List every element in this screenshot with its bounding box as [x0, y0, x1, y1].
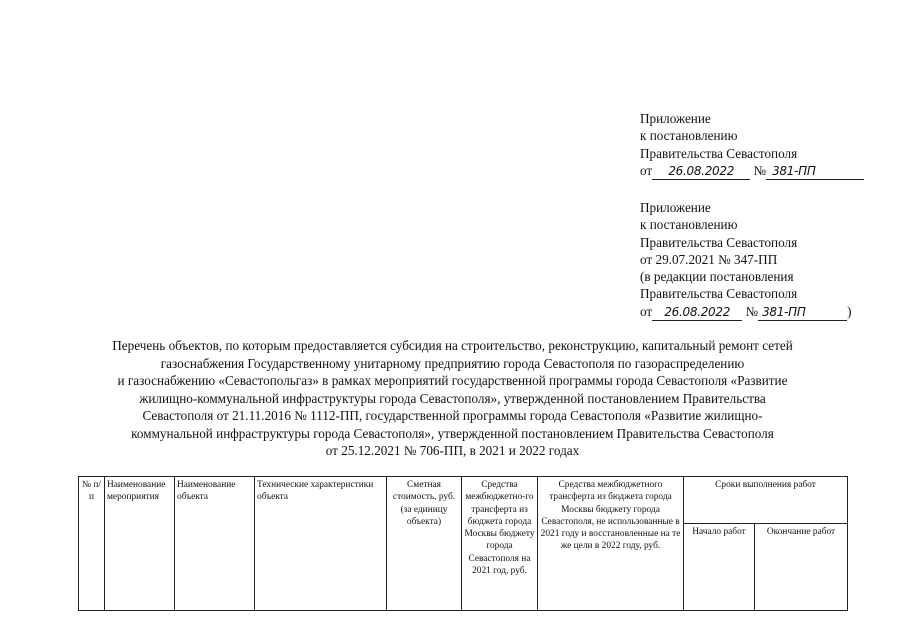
title-line: жилищно-коммунальной инфраструктуры города Севастополя», утвержденной постановлением Правительства: [139, 390, 766, 406]
title-line: и газоснабжению «Севастопольгаз» в рамках мероприятий государственной программы города Севастополя «Развитие: [117, 373, 788, 388]
appendix-2-edition-note: (в редакции постановления: [640, 269, 794, 285]
handwritten-number: 381-ПП: [762, 304, 806, 319]
title-line: Перечень объектов, по которым предоставляется субсидия на строительство, реконструкцию, капитальный ремонт сетей: [112, 338, 793, 353]
handwritten-date: 26.08.2022: [668, 163, 735, 178]
appendix-2-edition-government: Правительства Севастополя: [640, 286, 798, 302]
col-header-deadlines: Сроки выполнения работ: [684, 477, 848, 524]
title-line: коммунальной инфраструктуры города Севастополя», утвержденной постановлением Правительства Севастополя: [131, 425, 774, 441]
appendix-1-resolution: к постановлению: [640, 128, 738, 144]
appendix-2-date-line: [640, 303, 851, 321]
col-header-start: Начало работ: [684, 524, 755, 611]
title-line: Севастополя от 21.11.2016 № 1112-ПП, государственной программы города Севастополя «Развитие жилищно-: [142, 408, 763, 423]
date-prefix: от: [640, 303, 653, 319]
handwritten-number: 381-ПП: [772, 163, 816, 178]
objects-table: [78, 476, 848, 611]
col-header-object-name: Наименование объекта: [175, 477, 255, 611]
number-prefix: №: [753, 162, 767, 178]
col-header-funds-unused-2022: Средства межбюджетного трансферта из бюджета города Москвы бюджету города Севастополя, не использованные в 2021 году и восстановленные на те же цели в 2022 году, руб.: [538, 477, 684, 611]
appendix-1-government: Правительства Севастополя: [640, 145, 798, 161]
document-title: [40, 337, 865, 460]
handwritten-date: 26.08.2022: [664, 304, 731, 319]
closing-parenthesis: ): [847, 303, 852, 319]
col-header-estimated-cost: Сметная стоимость, руб. (за единицу объекта): [387, 477, 462, 611]
col-header-funds-2021: Средства межбюджетно-го трансферта из бюджета города Москвы бюджету города Севастополя на 2021 год, руб.: [462, 477, 538, 611]
appendix-block-1: [640, 110, 864, 180]
appendix-2-government: Правительства Севастополя: [640, 234, 798, 250]
number-prefix: №: [745, 303, 759, 319]
col-header-end: Окончание работ: [755, 524, 848, 611]
appendix-2-title: Приложение: [640, 200, 711, 215]
appendix-2-original-date: от 29.07.2021 № 347-ПП: [640, 251, 778, 267]
title-line: от 25.12.2021 № 706-ПП, в 2021 и 2022 годах: [325, 443, 580, 458]
title-line: газоснабжения Государственному унитарному предприятию города Севастополя по газораспределению: [160, 355, 745, 371]
col-header-num: № п/п: [79, 477, 105, 611]
table-header-row: [79, 477, 848, 524]
col-header-tech-specs: Технические характеристики объекта: [255, 477, 387, 611]
appendix-1-title: Приложение: [640, 111, 711, 126]
appendix-block-2: [640, 199, 851, 321]
appendix-1-date-line: [640, 162, 864, 180]
col-header-event-name: Наименование мероприятия: [105, 477, 175, 611]
date-prefix: от: [640, 162, 653, 178]
appendix-2-resolution: к постановлению: [640, 217, 738, 233]
